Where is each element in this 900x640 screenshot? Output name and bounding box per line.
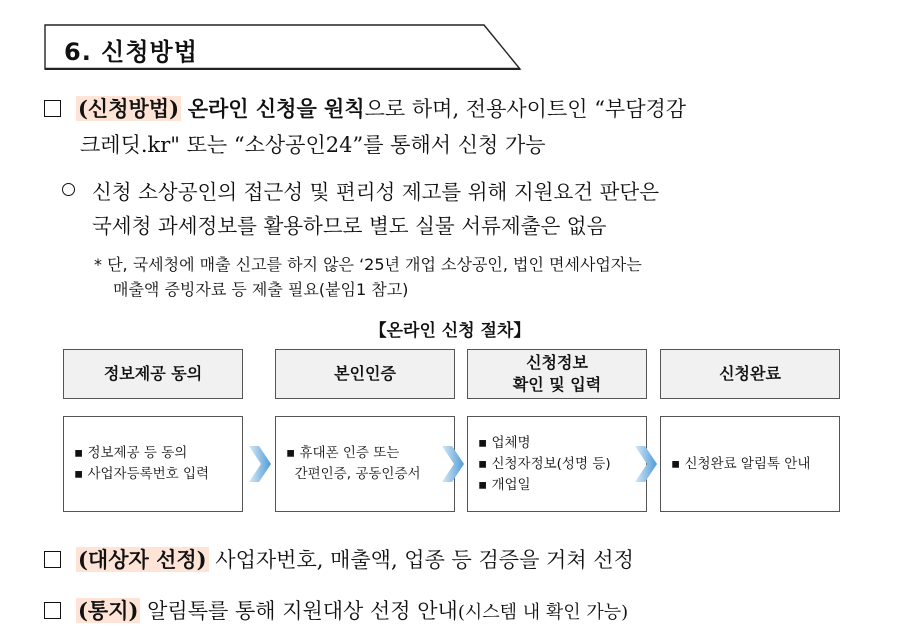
- step-body-verification: [275, 416, 455, 512]
- arrow-right-icon: [442, 446, 464, 482]
- circle-bullet-icon: [62, 183, 75, 196]
- step-item: 간편인증, 공동인증서: [286, 466, 421, 482]
- arrow-right-icon: [635, 446, 657, 482]
- section-title-tab: [44, 24, 522, 70]
- sub-line-1: 신청 소상공인의 접근성 및 편리성 제고를 위해 지원요건 판단은: [92, 180, 660, 204]
- square-bullet-icon: [44, 551, 61, 568]
- step-head-input-line-1: 신청정보: [526, 353, 588, 372]
- square-bullet-icon: [44, 602, 61, 619]
- procedure-title: 【온라인 신청 절차】: [369, 321, 531, 341]
- notice-small: (시스템 내 확인 가능): [457, 602, 629, 623]
- selection-text: 사업자번호, 매출액, 업종 등 검증을 거쳐 선정: [208, 548, 634, 572]
- square-bullet-icon: [44, 100, 61, 117]
- note-line-2: 매출액 증빙자료 등 제출 필요(붙임1 참고): [113, 280, 409, 299]
- note-line-1: * 단, 국세청에 매출 신고를 하지 않은 ‘25년 개업 소상공인, 법인 면세사업자는: [94, 255, 642, 274]
- step-item: ▪ 개업일: [478, 476, 531, 493]
- step-item: ▪ 휴대폰 인증 또는: [286, 445, 400, 461]
- method-line-2: 크레딧.kr" 또는 “소상공인24”를 통해서 신청 가능: [80, 133, 546, 157]
- step-head-verification: 본인인증: [275, 349, 455, 399]
- step-head-consent: 정보제공 동의: [63, 349, 243, 399]
- step-head-input: [467, 349, 647, 399]
- step-item: ▪ 사업자등록번호 입력: [74, 466, 210, 482]
- step-item: ▪ 신청자정보(성명 등): [478, 455, 611, 472]
- method-tag: (신청방법): [78, 96, 180, 121]
- notice-text: 알림톡를 통해 지원대상 선정 안내: [140, 599, 458, 623]
- selection-tag: (대상자 선정): [78, 547, 207, 572]
- step-item: ▪ 신청완료 알림톡 안내: [671, 455, 811, 472]
- step-body-input: [467, 416, 647, 512]
- step-head-input-line-2: 확인 및 입력: [512, 375, 602, 394]
- notice-line: [76, 595, 628, 625]
- step-body-complete: [660, 416, 840, 512]
- step-head-complete: 신청완료: [660, 349, 840, 399]
- method-text-1: 으로 하며, 전용사이트인 “부담경감: [364, 97, 687, 121]
- sub-line-2: 국세청 과세정보를 활용하므로 별도 실물 서류제출은 없음: [92, 214, 607, 238]
- step-item: ▪ 정보제공 등 동의: [74, 445, 188, 461]
- method-lead: 온라인 신청을 원칙: [187, 96, 365, 121]
- method-line-1: [76, 93, 686, 123]
- step-body-consent: [63, 416, 243, 512]
- selection-line: [76, 544, 634, 574]
- step-item: ▪ 업체명: [478, 434, 531, 451]
- notice-tag: (통지): [78, 598, 139, 623]
- arrow-right-icon: [249, 446, 271, 482]
- section-title: 6. 신청방법: [64, 38, 198, 66]
